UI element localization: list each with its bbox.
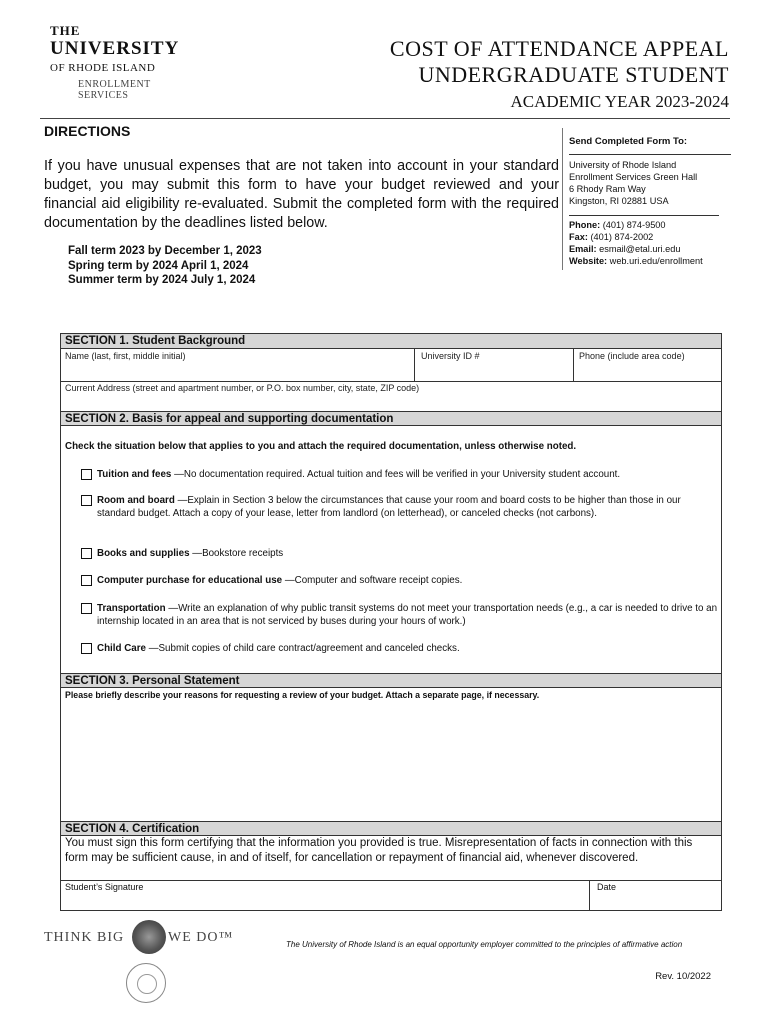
option-name: Tuition and fees — [97, 469, 172, 480]
option-desc: —No documentation required. Actual tuition and fees will be verified in your University student account. — [171, 469, 621, 480]
section1-heading: SECTION 1. Student Background — [61, 334, 721, 349]
title-line-3: ACADEMIC YEAR 2023-2024 — [510, 92, 729, 111]
directions-heading: DIRECTIONS — [44, 123, 131, 139]
divider — [414, 348, 415, 381]
checkbox[interactable] — [81, 643, 92, 654]
university-seal-icon — [132, 920, 166, 954]
equal-opportunity-note: The University of Rhode Island is an equal opportunity employer committed to the principles of affirmative action — [286, 940, 683, 949]
appeal-form — [60, 333, 722, 911]
directions-text: If you have unusual expenses that are not taken into account in your standard budget, you may submit this form to have your budget reviewed and your financial aid eligibility re-evaluated. Submit the completed form with the required documentation by the deadlines listed below. — [44, 158, 559, 231]
option-room-board[interactable] — [81, 494, 721, 520]
website-label: Website: — [569, 256, 608, 266]
option-child-care[interactable] — [81, 642, 721, 655]
phone-value: (401) 874-9500 — [600, 220, 666, 230]
option-desc: —Submit copies of child care contract/agreement and canceled checks. — [146, 643, 460, 654]
logo-line-3: OF RHODE ISLAND — [50, 62, 156, 74]
option-name: Books and supplies — [97, 548, 190, 559]
university-stamp-icon — [126, 963, 166, 1003]
we-do-text: WE DO™ — [168, 930, 234, 945]
address-line: 6 Rhody Ram Way — [569, 184, 646, 194]
email-label: Email: — [569, 244, 597, 254]
website-value[interactable]: web.uri.edu/enrollment — [607, 256, 703, 266]
deadline-summer: Summer term by 2024 July 1, 2024 — [68, 274, 256, 286]
certification-text: You must sign this form certifying that the information you provided is true. Misrepresentation of facts in connection with this form may be sufficient cause, in and of itself, for cancellation or repayment of financial aid, whenever discovered. — [65, 837, 693, 864]
title-line-2: UNDERGRADUATE STUDENT — [418, 62, 729, 87]
section3-heading: SECTION 3. Personal Statement — [61, 673, 721, 688]
option-name: Computer purchase for educational use — [97, 575, 283, 586]
option-tuition[interactable] — [81, 468, 721, 481]
logo-line-5: SERVICES — [78, 90, 129, 101]
revision-date: Rev. 10/2022 — [655, 971, 711, 982]
signature-field[interactable] — [61, 894, 589, 910]
section2-heading: SECTION 2. Basis for appeal and supporting documentation — [61, 411, 721, 426]
send-to-divider — [569, 215, 719, 216]
phone-label: Phone: — [569, 220, 601, 230]
send-to-heading: Send Completed Form To: — [569, 128, 731, 155]
university-id-label: University ID # — [421, 351, 480, 361]
contact-info — [569, 219, 731, 267]
address-line: Enrollment Services Green Hall — [569, 172, 698, 182]
header-divider — [40, 118, 730, 119]
option-transportation[interactable] — [81, 602, 721, 628]
option-desc: —Explain in Section 3 below the circumstances that cause your room and board costs to be higher than those in our standard budget. Attach a copy of your lease, letter from landlord (on letterhead), or canceled checks (not carbons). — [97, 495, 681, 519]
divider — [61, 880, 721, 881]
personal-statement-area[interactable] — [65, 704, 717, 818]
send-to-box — [562, 128, 731, 270]
logo-line-4: ENROLLMENT — [78, 79, 151, 90]
option-desc: —Computer and software receipt copies. — [282, 575, 463, 586]
fax-value: (401) 874-2002 — [587, 232, 654, 242]
think-big-logo — [44, 930, 234, 946]
option-desc: —Write an explanation of why public transit systems do not meet your transportation needs (e.g., a car is needed to drive to an internship located in an area that is not serviced by buses during your hours of work.) — [97, 603, 718, 627]
form-title — [390, 36, 729, 114]
deadline-fall: Fall term 2023 by December 1, 2023 — [68, 245, 262, 257]
logo-line-2: UNIVERSITY — [50, 38, 180, 59]
option-name: Room and board — [97, 495, 175, 506]
section2-instructions: Check the situation below that applies to you and attach the required documentation, unless otherwise noted. — [65, 441, 577, 452]
divider — [573, 348, 574, 381]
option-books[interactable] — [81, 547, 721, 560]
send-to-address — [569, 159, 731, 207]
fax-label: Fax: — [569, 232, 588, 242]
checkbox[interactable] — [81, 495, 92, 506]
address-field-label: Current Address (street and apartment number, or P.O. box number, city, state, ZIP code) — [65, 383, 420, 393]
think-big-text: THINK BIG — [44, 930, 125, 945]
address-line: University of Rhode Island — [569, 160, 677, 170]
email-value[interactable]: esmail@etal.uri.edu — [596, 244, 681, 254]
logo-line-1: THE — [50, 23, 81, 38]
option-name: Transportation — [97, 603, 166, 614]
deadline-list — [68, 244, 262, 288]
checkbox[interactable] — [81, 575, 92, 586]
phone-field-label: Phone (include area code) — [579, 351, 685, 361]
university-logo — [50, 24, 190, 101]
deadline-spring: Spring term by 2024 April 1, 2024 — [68, 259, 249, 272]
divider — [589, 880, 590, 911]
section3-prompt: Please briefly describe your reasons for requesting a review of your budget. Attach a separate page, if necessary. — [65, 690, 540, 700]
name-field-label: Name (last, first, middle initial) — [65, 351, 186, 361]
divider — [61, 381, 721, 382]
date-field[interactable] — [591, 894, 719, 910]
option-name: Child Care — [97, 643, 146, 654]
option-desc: —Bookstore receipts — [189, 548, 284, 559]
checkbox[interactable] — [81, 603, 92, 614]
section4-heading: SECTION 4. Certification — [61, 821, 721, 836]
signature-label: Student’s Signature — [65, 882, 144, 892]
title-line-1: COST OF ATTENDANCE APPEAL — [389, 36, 729, 61]
checkbox[interactable] — [81, 548, 92, 559]
address-line: Kingston, RI 02881 USA — [569, 196, 669, 206]
option-computer[interactable] — [81, 574, 721, 587]
date-label: Date — [597, 882, 617, 892]
checkbox[interactable] — [81, 469, 92, 480]
